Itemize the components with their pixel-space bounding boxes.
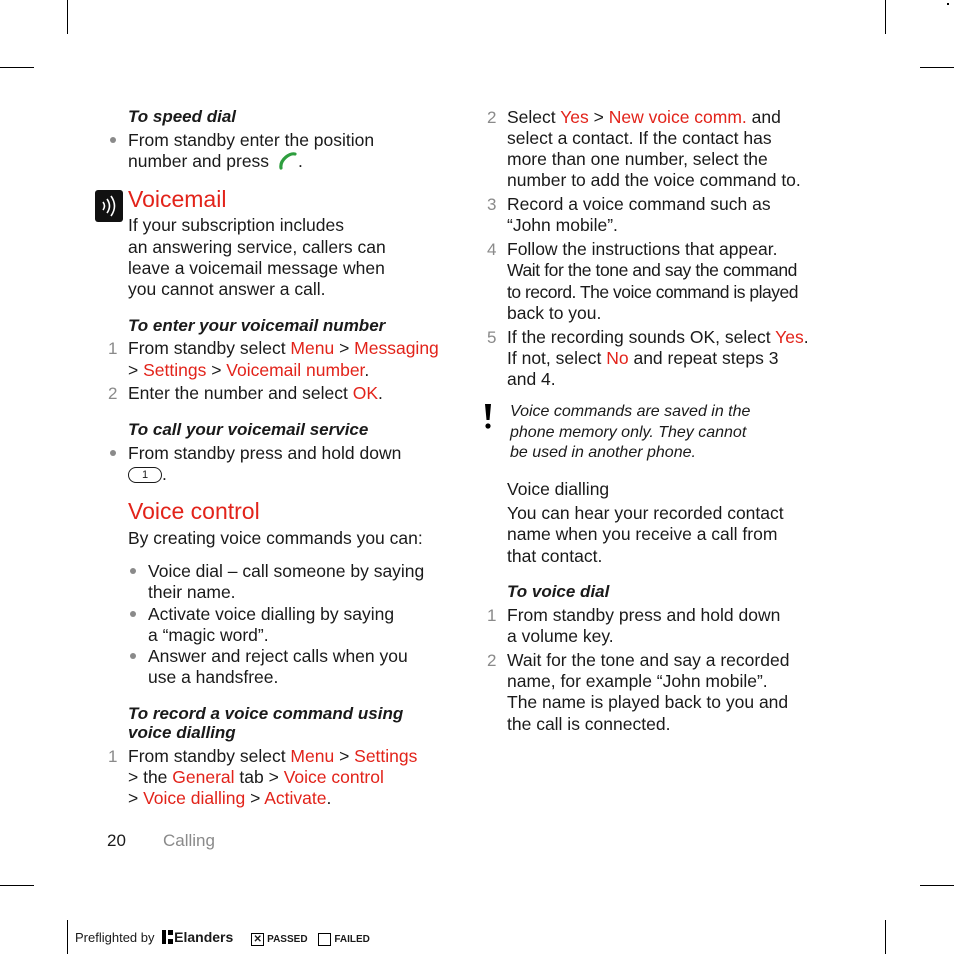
voice-dialling-heading: Voice dialling <box>507 479 610 499</box>
key-1-icon: 1 <box>128 467 162 483</box>
voicemail-icon <box>95 190 123 222</box>
speed-dial-text: number and press . <box>128 151 303 171</box>
voice-dialling-para: You can hear your recorded contact <box>507 503 784 523</box>
call-key-icon <box>278 152 298 170</box>
record-heading: To record a voice command using <box>128 704 404 723</box>
step-number: 2 <box>487 108 497 127</box>
preflight-stamp: Preflighted by Elanders ✕ PASSED FAILED <box>75 929 370 945</box>
speed-dial-text: From standby enter the position <box>128 130 375 150</box>
voice-dialling-para: name when you receive a call from <box>507 524 778 544</box>
voicemail-para: leave a voicemail message when <box>128 258 385 278</box>
passed-checkbox: ✕ <box>251 933 264 946</box>
step-number: 1 <box>108 339 118 358</box>
voice-control-bullet: Answer and reject calls when you <box>148 646 408 666</box>
step-text: to record. The voice command is played <box>507 282 798 302</box>
warning-icon <box>483 403 493 431</box>
messaging-link: Messaging <box>354 338 439 358</box>
record-heading: voice dialling <box>128 723 236 742</box>
activate-link: Activate <box>264 788 327 808</box>
step-text: If not, select No and repeat steps 3 <box>507 348 779 368</box>
step-text: Follow the instructions that appear. <box>507 239 778 259</box>
step-text: > Voice dialling > Activate. <box>128 788 332 808</box>
crop-mark <box>885 920 886 954</box>
new-voice-comm-link: New voice comm. <box>608 107 747 127</box>
call-voicemail-heading: To call your voicemail service <box>128 420 369 439</box>
bullet <box>110 137 116 143</box>
yes-link: Yes <box>775 327 804 347</box>
step-text: From standby select Menu > Settings <box>128 746 418 766</box>
elanders-logo-icon <box>162 930 174 944</box>
note-text: Voice commands are saved in the <box>510 403 751 420</box>
crop-mark <box>67 920 68 954</box>
voice-control-bullet: their name. <box>148 582 236 602</box>
speed-dial-heading: To speed dial <box>128 107 237 126</box>
no-link: No <box>606 348 629 368</box>
crop-dot <box>947 3 949 5</box>
voice-control-link: Voice control <box>283 767 384 787</box>
step-text: > the General tab > Voice control <box>128 767 384 787</box>
failed-checkbox <box>318 933 331 946</box>
step-text: number to add the voice command to. <box>507 170 801 190</box>
voice-dialling-para: that contact. <box>507 546 603 566</box>
call-voicemail-text: 1 . <box>128 464 167 485</box>
step-number: 1 <box>108 747 118 766</box>
step-number: 3 <box>487 195 497 214</box>
bullet <box>110 450 116 456</box>
settings-link: Settings <box>354 746 418 766</box>
enter-voicemail-heading: To enter your voicemail number <box>128 316 386 335</box>
crop-mark <box>0 67 34 68</box>
section-name: Calling <box>163 831 215 850</box>
note-text: be used in another phone. <box>510 444 696 461</box>
crop-mark <box>920 67 954 68</box>
voicemail-title: Voicemail <box>128 186 227 212</box>
menu-link: Menu <box>290 746 335 766</box>
step-number: 2 <box>108 384 118 403</box>
step-text: Select Yes > New voice comm. and <box>507 107 781 127</box>
voice-control-bullet: use a handsfree. <box>148 667 279 687</box>
step-text: back to you. <box>507 303 602 323</box>
voicemail-para: If your subscription includes <box>128 215 344 235</box>
step-text: From standby press and hold down <box>507 605 781 625</box>
voice-control-bullet: a “magic word”. <box>148 625 269 645</box>
call-voicemail-text: From standby press and hold down <box>128 443 402 463</box>
step-number: 5 <box>487 328 497 347</box>
step-text: name, for example “John mobile”. <box>507 671 768 691</box>
step-text: The name is played back to you and <box>507 692 789 712</box>
menu-link: Menu <box>290 338 335 358</box>
crop-mark <box>885 0 886 34</box>
step-text: If the recording sounds OK, select Yes. <box>507 327 809 347</box>
voice-control-intro: By creating voice commands you can: <box>128 528 423 548</box>
voicemail-para: you cannot answer a call. <box>128 279 326 299</box>
bullet <box>130 611 136 617</box>
step-number: 1 <box>487 606 497 625</box>
voice-control-bullet: Activate voice dialling by saying <box>148 604 395 624</box>
step-number: 4 <box>487 240 497 259</box>
bullet <box>130 568 136 574</box>
step-text: > Settings > Voicemail number. <box>128 360 370 380</box>
step-number: 2 <box>487 651 497 670</box>
voicemail-para: an answering service, callers can <box>128 237 386 257</box>
crop-mark <box>0 885 34 886</box>
step-text: Wait for the tone and say a recorded <box>507 650 790 670</box>
page-number: 20 <box>107 831 126 850</box>
elanders-logo: Elanders <box>162 929 237 945</box>
step-text: Wait for the tone and say the command <box>507 260 797 280</box>
settings-link: Settings <box>143 360 207 380</box>
step-text: From standby select Menu > Messaging <box>128 338 439 358</box>
note-text: phone memory only. They cannot <box>510 424 747 441</box>
to-voice-dial-heading: To voice dial <box>507 582 610 601</box>
step-text: Record a voice command such as <box>507 194 771 214</box>
step-text: a volume key. <box>507 626 614 646</box>
yes-link: Yes <box>560 107 589 127</box>
voice-dialling-link: Voice dialling <box>143 788 246 808</box>
step-text: “John mobile”. <box>507 215 618 235</box>
step-text: more than one number, select the <box>507 149 768 169</box>
ok-link: OK <box>352 383 379 403</box>
crop-mark <box>67 0 68 34</box>
preflight-label: Preflighted by <box>75 930 155 945</box>
step-text: select a contact. If the contact has <box>507 128 772 148</box>
step-text: the call is connected. <box>507 714 671 734</box>
voicemail-number-link: Voicemail number <box>226 360 365 380</box>
general-link: General <box>172 767 235 787</box>
bullet <box>130 653 136 659</box>
voice-control-title: Voice control <box>128 498 260 524</box>
crop-mark <box>920 885 954 886</box>
voice-control-bullet: Voice dial – call someone by saying <box>148 561 425 581</box>
step-text: and 4. <box>507 369 556 389</box>
step-text: Enter the number and select OK. <box>128 383 383 403</box>
